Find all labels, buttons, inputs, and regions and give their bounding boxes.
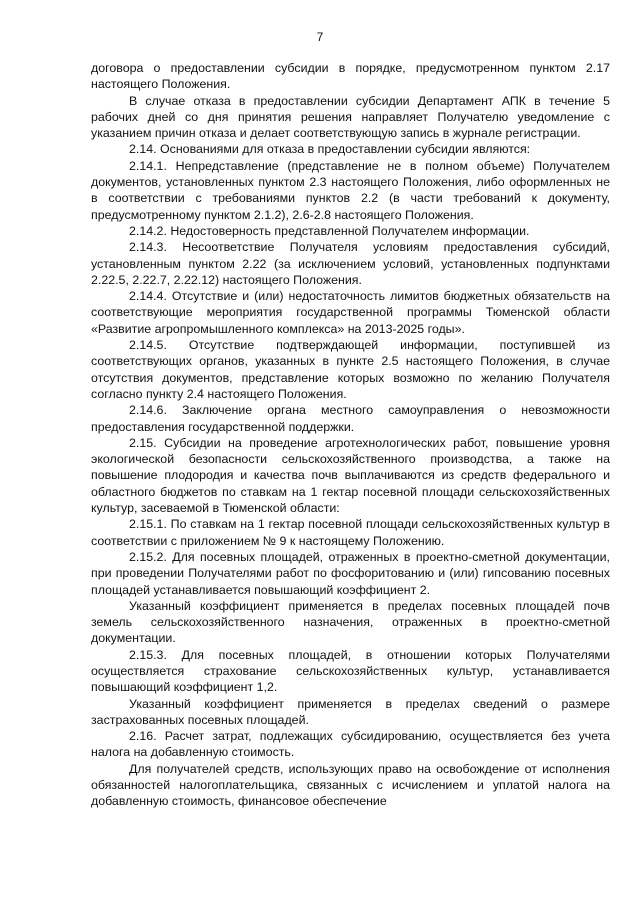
paragraph: Указанный коэффициент применяется в пределах сведений о размере застрахованных посевных площадей. [91,696,610,727]
paragraph: Для получателей средств, использующих право на освобождение от исполнения обязанностей налогоплательщика, связанных с исчислением и уплатой налога на добавленную стоимость, финансовое обеспечение [91,761,610,809]
paragraph: 2.14.2. Недостоверность представленной Получателем информации. [129,223,530,238]
paragraph: 2.15.3. Для посевных площадей, в отношении которых Получателями осуществляется страхование сельскохозяйственных культур, устанавливается повышающий коэффициент 1,2. [91,647,610,695]
paragraph: В случае отказа в предоставлении субсидии Департамент АПК в течение 5 рабочих дней со дня принятия решения направляет Получателю уведомление с указанием причин отказа и делает соответствующую запись в журнале регистрации. [91,93,610,141]
paragraph: 2.14.5. Отсутствие подтверждающей информации, поступившей из соответствующих органов, указанных в пункте 2.5 настоящего Положения, в случае отсутствия документов, представление которых возможно по желанию Получателя согласно пункту 2.4 настоящего Положения. [91,338,610,401]
paragraph: 2.15.1. По ставкам на 1 гектар посевной площади сельскохозяйственных культур в соответствии с приложением № 9 к настоящему Положению. [91,517,610,548]
paragraph: 2.15.2. Для посевных площадей, отраженных в проектно-сметной документации, при проведении Получателями работ по фосфоритованию и (или) гипсованию посевных площадей устанавливается повышающий коэффициент 2. [91,549,610,597]
page-number: 7 [316,30,324,44]
paragraph: 2.14.3. Несоответствие Получателя условиям предоставления субсидий, установленным пунктом 2.22 (за исключением условий, установленных подпунктами 2.22.5, 2.22.7, 2.22.12) настоящего Положения. [91,240,610,287]
paragraph: Указанный коэффициент применяется в пределах посевных площадей почв земель сельскохозяйственного назначения, отраженных в проектно-сметной документации. [91,598,610,646]
paragraph: 2.14.6. Заключение органа местного самоуправления о невозможности предоставления государственной поддержки. [91,403,610,434]
paragraph: 2.14.1. Непредставление (представление не в полном объеме) Получателем документов, установленных пунктом 2.3 настоящего Положения, либо оформленных не в соответствии с требованиями пунктов 2.2 (в части требований к документу, предусмотренному пунктом 2.1.2), 2.6-2.8 настоящего Положения. [91,158,610,222]
document-body [91,60,610,810]
paragraph: 2.14.4. Отсутствие и (или) недостаточность лимитов бюджетных обязательств на соответствующие мероприятия государственной программы Тюменской области «Развитие агропромышленного комплекса» на 2013-2025 годы». [91,289,610,336]
paragraph: 2.16. Расчет затрат, подлежащих субсидированию, осуществляется без учета налога на добавленную стоимость. [91,729,610,760]
paragraph: 2.14. Основаниями для отказа в предоставлении субсидии являются: [129,142,531,157]
paragraph: 2.15. Субсидии на проведение агротехнологических работ, повышение уровня экологической безопасности сельскохозяйственного производства, а также на повышение плодородия и качества почв выплачиваются из средств федерального и областного бюджетов по ставкам на 1 гектар посевной площади сельскохозяйственных культур, засеваемой в Тюменской области: [91,435,610,516]
paragraph: договора о предоставлении субсидии в порядке, предусмотренном пунктом 2.17 настоящего Положения. [91,61,610,92]
